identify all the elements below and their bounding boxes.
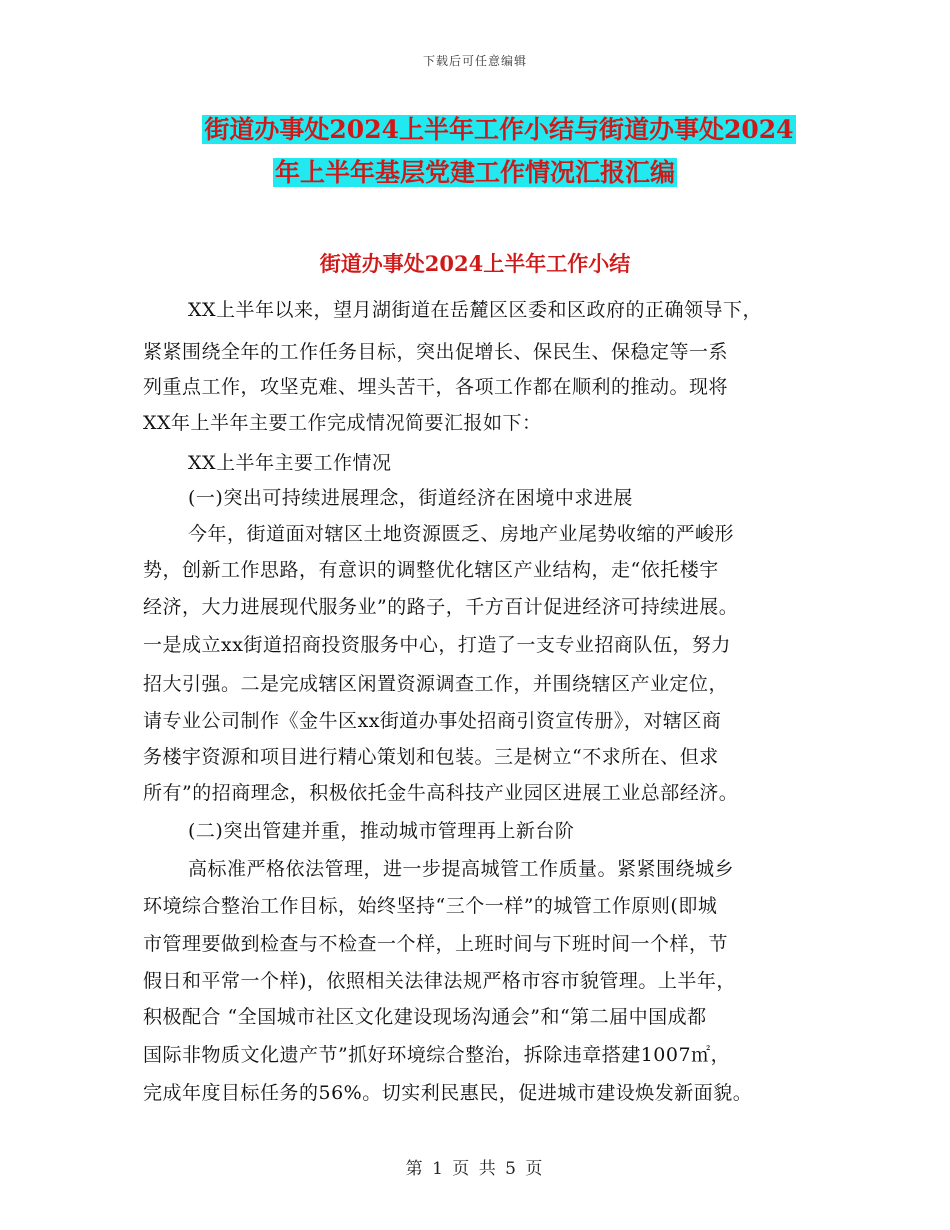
body-paragraph-line: XX年上半年主要工作完成情况简要汇报如下： — [143, 412, 542, 434]
body-paragraph-line: 一是成立xx街道招商投资服务中心，打造了一支专业招商队伍，努力 — [143, 634, 731, 656]
document-title-line-1 — [0, 113, 950, 147]
body-paragraph-line: 积极配合 “全国城市社区文化建设现场沟通会”和“第二届中国成都 — [143, 1006, 707, 1028]
page-header-note: 下载后可任意编辑 — [422, 54, 527, 68]
body-paragraph-line: 招大引强。二是完成辖区闲置资源调查工作，并围绕辖区产业定位， — [143, 673, 729, 695]
body-paragraph-line: 今年，街道面对辖区土地资源匮乏、房地产业尾势收缩的严峻形 — [188, 523, 735, 545]
body-paragraph-line: 高标准严格依法管理，进一步提高城管工作质量。紧紧围绕城乡 — [188, 858, 735, 880]
body-paragraph-line: 环境综合整治工作目标，始终坚持“三个一样”的城管工作原则(即城 — [143, 895, 718, 917]
document-title-line-2 — [0, 156, 950, 190]
body-paragraph-line: 国际非物质文化遗产节”抓好环境综合整治，拆除违章搭建1007㎡， — [143, 1044, 731, 1066]
body-paragraph-line: 所有”的招商理念，积极依托金牛高科技产业园区进展工业总部经济。 — [143, 782, 739, 804]
section-title: 街道办事处2024上半年工作小结 — [319, 251, 631, 276]
page-footer-number: 第 1 页 共 5 页 — [405, 1159, 545, 1179]
body-paragraph-line: 假日和平常一个样)，依照相关法律法规严格市容市貌管理。上半年， — [143, 970, 736, 992]
body-paragraph-line: 紧紧围绕全年的工作任务目标，突出促增长、保民生、保稳定等一系 — [143, 341, 729, 363]
title-highlight-2: 年上半年基层党建工作情况汇报汇编 — [274, 158, 675, 187]
body-paragraph-line: XX上半年以来，望月湖街道在岳麓区区委和区政府的正确领导下， — [188, 299, 763, 321]
title-highlight-1: 街道办事处2024上半年工作小结与街道办事处2024 — [204, 115, 794, 144]
body-paragraph-line: 完成年度目标任务的56%。切实利民惠民，促进城市建设焕发新面貌。 — [143, 1082, 753, 1104]
body-paragraph-line: 列重点工作，攻坚克难、埋头苦干，各项工作都在顺利的推动。现将 — [143, 376, 729, 398]
body-subheading: (一)突出可持续进展理念，街道经济在困境中求进展 — [188, 487, 633, 509]
body-paragraph-line: 请专业公司制作《金牛区xx街道办事处招商引资宣传册》，对辖区商 — [143, 710, 722, 732]
body-paragraph-line: 务楼宇资源和项目进行精心策划和包装。三是树立“不求所在、但求 — [143, 746, 719, 768]
body-paragraph-line: 势，创新工作思路，有意识的调整优化辖区产业结构，走“依托楼宇 — [143, 559, 719, 581]
body-paragraph-line: 经济，大力进展现代服务业”的路子，千方百计促进经济可持续进展。 — [143, 596, 739, 618]
body-subheading: XX上半年主要工作情况 — [188, 452, 392, 474]
body-paragraph-line: 市管理要做到检查与不检查一个样，上班时间与下班时间一个样，节 — [143, 933, 729, 955]
body-subheading: (二)突出管建并重，推动城市管理再上新台阶 — [188, 820, 575, 842]
